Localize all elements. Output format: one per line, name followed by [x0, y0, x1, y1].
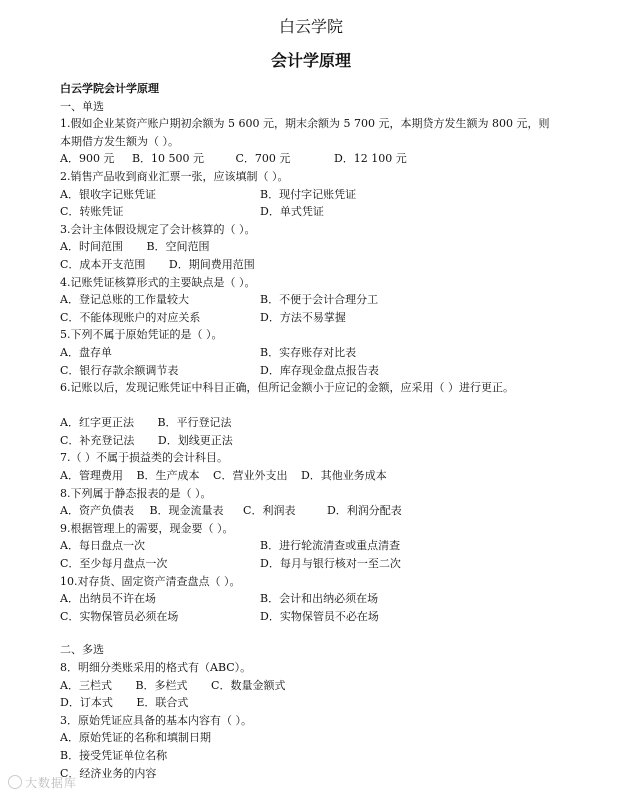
option: A．资产负债表 — [60, 504, 134, 518]
section-heading-multiple-choice: 二、多选 — [60, 643, 104, 657]
question-4-options — [60, 291, 560, 309]
multi-question-1: 8．明细分类账采用的格式有（ABC）。 — [60, 661, 252, 674]
question-5-options-row2 — [60, 362, 560, 380]
option: B．进行轮流清查或重点清查 — [260, 539, 401, 553]
option: C．至少每月盘点一次 — [60, 557, 168, 571]
question-9: 9.根据管理上的需要，现金要（ ）。 — [60, 521, 234, 535]
option: B．不便于会计合理分工 — [260, 293, 379, 307]
option: D．每月与银行核对一至二次 — [260, 557, 401, 571]
option: B．空间范围 — [146, 240, 210, 254]
multi-question-1-options-row2 — [60, 694, 560, 712]
option: D．方法不易掌握 — [260, 310, 346, 324]
option: B．现付字记账凭证 — [260, 187, 357, 201]
option: E．联合式 — [136, 696, 189, 710]
option: B．平行登记法 — [157, 416, 232, 430]
option: A．管理费用 — [60, 469, 123, 483]
question-8-options — [60, 502, 560, 520]
option: A．每日盘点一次 — [60, 539, 145, 553]
option: B．会计和出纳必须在场 — [260, 592, 379, 606]
option: C．成本开支范围 — [60, 257, 146, 271]
question-10-options — [60, 590, 560, 608]
question-2-options — [60, 186, 560, 204]
document-body — [60, 80, 560, 782]
option: A．出纳员不许在场 — [60, 592, 156, 606]
option: A．时间范围 — [60, 240, 123, 254]
question-6-options — [60, 414, 560, 432]
watermark — [8, 774, 77, 791]
option: A．原始凭证的名称和填制日期 — [60, 731, 211, 745]
option: C．利润表 — [243, 504, 296, 518]
option: D．利润分配表 — [326, 504, 402, 518]
multi-question-2: 3．原始凭证应具备的基本内容有（ ）。 — [60, 713, 252, 727]
option: B．接受凭证单位名称 — [60, 748, 168, 762]
watermark-text: 大数据库 — [25, 776, 78, 790]
option: A．银收字记账凭证 — [60, 187, 156, 201]
option: B．多栏式 — [135, 678, 188, 692]
option: A．盘存单 — [60, 345, 112, 359]
question-4: 4.记账凭证核算形式的主要缺点是（ ）。 — [60, 275, 256, 289]
question-6: 6.记账以后，发现记账凭证中科目正确，但所记金额小于应记的金额，应采用（ ）进行更正。 — [60, 381, 514, 395]
option: D．库存现金盘点报告表 — [260, 363, 379, 377]
option: D．期间费用范围 — [168, 257, 255, 271]
option: D．其他业务成本 — [300, 469, 387, 483]
option: C．700 元 — [235, 152, 291, 166]
question-4-options-row2 — [60, 309, 560, 327]
option: D．划线更正法 — [157, 433, 233, 447]
question-10-options-row2 — [60, 608, 560, 626]
question-8: 8.下列属于静态报表的是（ ）。 — [60, 486, 212, 500]
option: C．经济业务的内容 — [60, 766, 157, 780]
option: A．登记总账的工作量较大 — [60, 293, 189, 307]
option: D．单式凭证 — [260, 205, 324, 219]
question-9-options-row2 — [60, 555, 560, 573]
question-3-options-row2 — [60, 256, 560, 274]
option: B．生产成本 — [136, 469, 200, 483]
question-6-options-row2 — [60, 432, 560, 450]
option: C．补充登记法 — [60, 433, 135, 447]
question-9-options — [60, 537, 560, 555]
option: A．三栏式 — [60, 678, 112, 692]
option: D．12 100 元 — [333, 152, 407, 166]
subtitle: 白云学院会计学原理 — [60, 82, 159, 95]
question-3: 3.会计主体假设规定了会计核算的（ ）。 — [60, 222, 256, 236]
option: C．营业外支出 — [213, 469, 288, 483]
question-7-options — [60, 467, 560, 485]
option: C．银行存款余额调节表 — [60, 363, 179, 377]
college-header: 白云学院 — [278, 17, 343, 36]
watermark-logo-icon — [8, 775, 22, 789]
option: C．不能体现账户的对应关系 — [60, 310, 201, 324]
section-heading-single-choice: 一、单选 — [60, 99, 104, 113]
option: C．实物保管员必须在场 — [60, 609, 179, 623]
option: B．现金流量表 — [149, 504, 224, 518]
option: D．订本式 — [60, 696, 113, 710]
option: D．实物保管员不必在场 — [260, 609, 379, 623]
question-3-options — [60, 238, 560, 256]
option: B．实存账存对比表 — [260, 345, 357, 359]
question-10: 10.对存货、固定资产清查盘点（ ）。 — [60, 574, 241, 588]
multi-question-1-options — [60, 677, 560, 695]
option: C．转账凭证 — [60, 205, 124, 219]
document-title: 会计学原理 — [270, 51, 351, 70]
question-1-options — [60, 150, 560, 168]
option: B．10 500 元 — [131, 152, 205, 166]
question-1: 1.假如企业某资产账户期初余额为 5 600 元，期末余额为 5 700 元，本期贷方发生额为 800 元，则本期借方发生额为（ ）。 — [60, 117, 550, 148]
question-2-options-row2 — [60, 203, 560, 221]
option: A．900 元 — [60, 152, 115, 166]
option: A．红字更正法 — [60, 416, 134, 430]
question-2: 2.销售产品收到商业汇票一张，应该填制（ ）。 — [60, 169, 289, 183]
question-5-options — [60, 344, 560, 362]
question-5: 5.下列不属于原始凭证的是（ ）。 — [60, 328, 223, 342]
option: C．数量金额式 — [211, 678, 286, 692]
section-gap — [60, 625, 560, 641]
question-7: 7.（ ）不属于损益类的会计科目。 — [60, 451, 228, 465]
